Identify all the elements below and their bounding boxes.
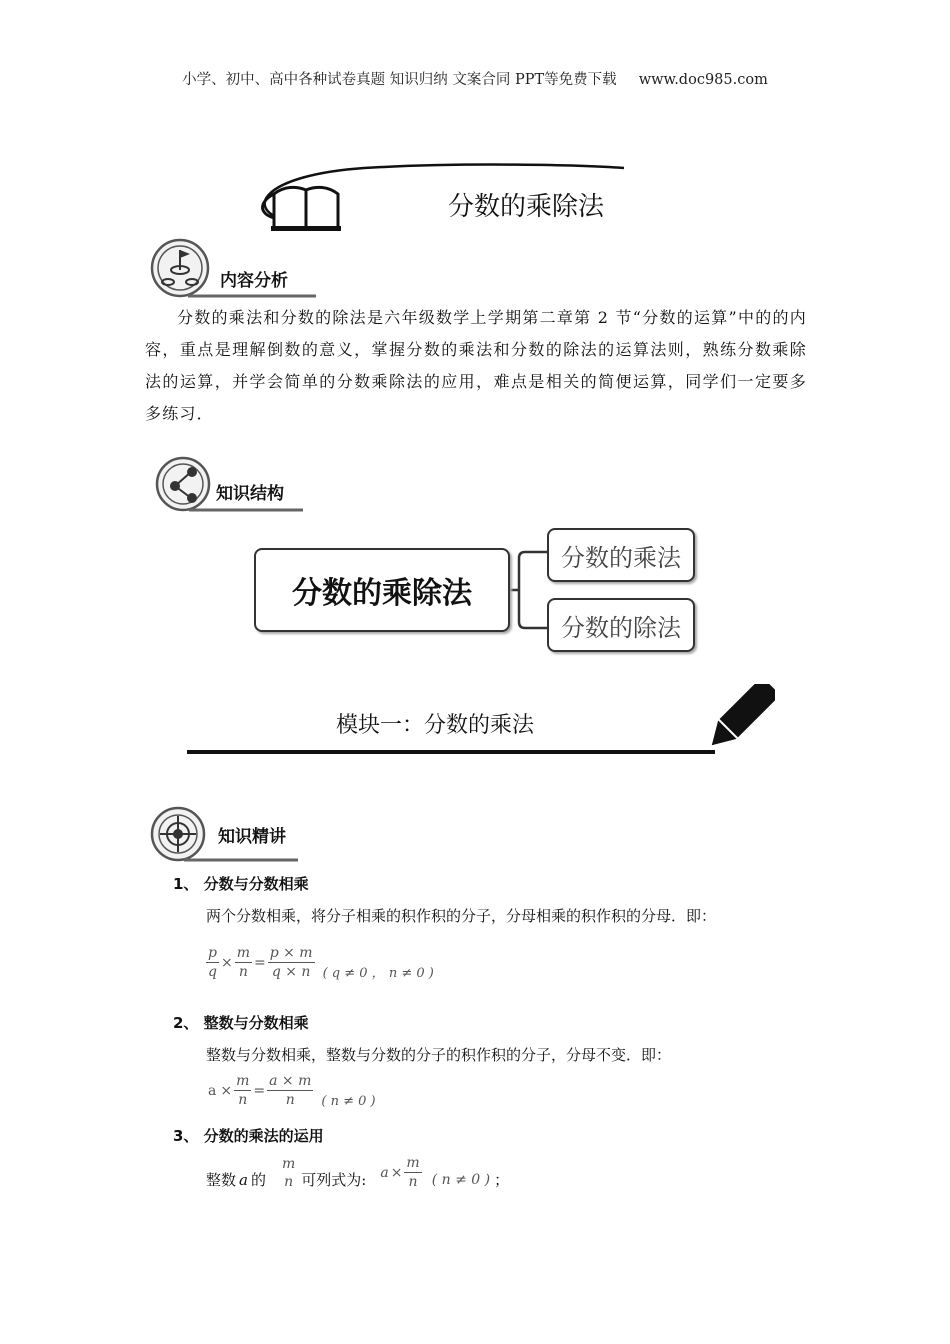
p3-tail: ；	[494, 1171, 510, 1189]
point-1-formula	[206, 944, 434, 981]
structure-child-divide-label: 分数的除法	[561, 613, 681, 642]
section-lecture: 知识精讲	[218, 827, 286, 847]
structure-child-divide	[547, 598, 695, 652]
p3-expr-a: a	[380, 1164, 389, 1181]
header-site[interactable]: www.doc985.com	[638, 72, 768, 88]
point-1-heading: 1、 分数与分数相乘	[173, 875, 309, 893]
p2-op: ×	[220, 1082, 233, 1099]
p3-condition: ( n ≠ 0 )	[431, 1172, 491, 1188]
p3-f-num: m	[281, 1156, 296, 1172]
structure-child-multiply-label: 分数的乘法	[561, 543, 681, 572]
analysis-paragraph: 分数的乘法和分数的除法是六年级数学上学期第二章第 2 节“分数的运算”中的的内容，重点是理解倒数的意义，掌握分数的乘法和分数的除法的运算法则，熟练分数乘除法的运算，并学会简单的分数乘除法的应用，难点是相关的简便运算，同学们一定要多多练习．	[145, 308, 807, 423]
p2-condition: ( n ≠ 0 )	[321, 1093, 376, 1109]
p1-f2-den: n	[238, 964, 248, 980]
section-structure: 知识结构	[216, 484, 284, 504]
p1-f3-den: q × n	[271, 964, 311, 980]
structure-root-box	[254, 548, 510, 632]
p1-condition: ( q ≠ 0 ， n ≠ 0 )	[322, 965, 434, 981]
point-2-text: 整数与分数相乘，整数与分数的分子的积作积的分子，分母不变．即：	[206, 1046, 672, 1064]
p2-f1-num: m	[236, 1073, 250, 1089]
p3-pre: 整数	[206, 1171, 237, 1189]
p2-f2-den: n	[285, 1092, 295, 1108]
p2-a: a	[208, 1082, 217, 1099]
point-2-heading: 2、 整数与分数相乘	[173, 1014, 309, 1032]
page-title: 分数的乘除法	[448, 192, 605, 222]
point-3-heading: 3、 分数的乘法的运用	[173, 1127, 324, 1145]
point-1-text: 两个分数相乘，将分子相乘的积作积的分子，分母相乘的积作积的分母．即：	[206, 907, 717, 925]
p3-a: a	[239, 1171, 248, 1189]
p3-op: ×	[390, 1164, 403, 1181]
page-header	[0, 68, 950, 89]
module-title: 模块一：分数的乘法	[336, 713, 535, 738]
p1-f3-num: p × m	[269, 945, 313, 961]
p2-f2-num: a × m	[269, 1073, 312, 1089]
p1-f1-num: p	[208, 945, 217, 961]
p1-f1-den: q	[208, 964, 217, 980]
p2-f1-den: n	[238, 1092, 248, 1108]
p3-f2-den: n	[408, 1174, 418, 1190]
header-text: 小学、初中、高中各种试卷真题 知识归纳 文案合同 PPT等免费下载	[182, 72, 617, 88]
structure-root-label: 分数的乘除法	[292, 576, 472, 611]
pencil-icon	[185, 684, 775, 758]
p3-de: 的	[250, 1171, 266, 1189]
p3-f2-num: m	[406, 1155, 420, 1171]
p1-eq: =	[253, 954, 266, 971]
point-3-line	[206, 1154, 509, 1191]
p1-f2-num: m	[236, 945, 250, 961]
point-2-formula	[206, 1072, 376, 1109]
p3-mid: 可列式为:	[301, 1171, 367, 1189]
structure-child-multiply	[547, 528, 695, 582]
p3-f-den: n	[284, 1174, 294, 1190]
p2-eq: =	[253, 1082, 266, 1099]
section-analysis: 内容分析	[220, 271, 288, 291]
p1-op: ×	[220, 954, 233, 971]
